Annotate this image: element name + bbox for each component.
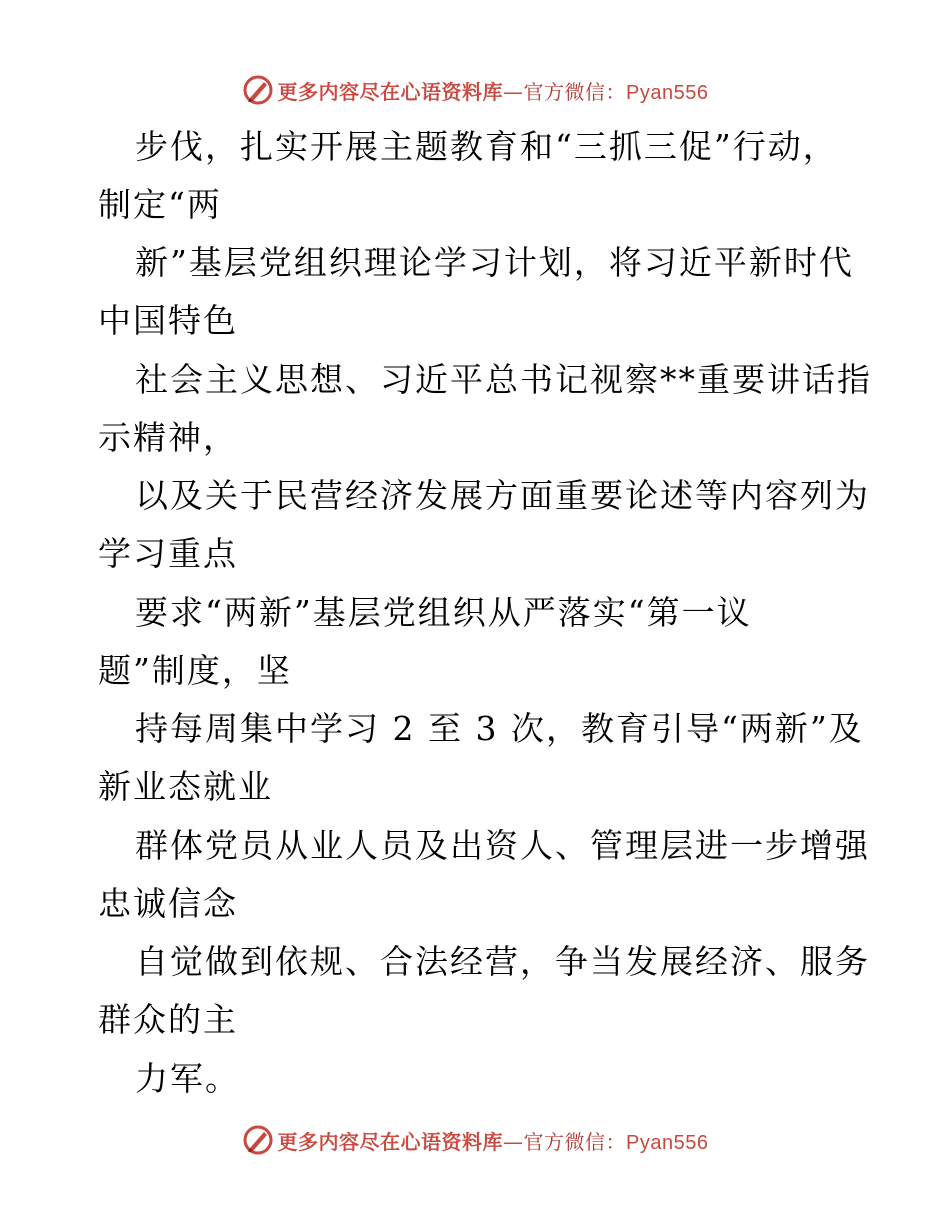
text-line-9: 要求“两新”基层党组织从严落实“第一议: [135, 593, 752, 632]
text-line-7: 以及关于民营经济发展方面重要论述等内容列为: [135, 476, 870, 515]
text-line-8: 学习重点: [98, 534, 238, 573]
pen-logo-icon: [242, 74, 274, 106]
text-line-4: 中国特色: [98, 301, 238, 340]
pen-logo-icon: [242, 1124, 274, 1156]
footer-banner: [0, 1122, 950, 1158]
text-line-11: 持每周集中学习 2 至 3 次，教育引导“两新”及: [135, 709, 864, 748]
banner-title: 更多内容尽在心语资料库: [277, 1129, 504, 1154]
banner-dash: —: [503, 79, 524, 104]
text-line-17: 力军。: [135, 1059, 240, 1098]
banner-dash: —: [503, 1129, 524, 1154]
text-line-5: 社会主义思想、习近平总书记视察**重要讲话指: [135, 360, 872, 399]
text-line-12: 新业态就业: [98, 767, 273, 806]
banner-wechat-id: Pyan556: [626, 81, 709, 104]
text-line-16: 群众的主: [98, 1000, 238, 1039]
text-line-1: 步伐，扎实开展主题教育和“三抓三促”行动，: [135, 127, 838, 166]
banner-wechat-label: 官方微信：: [523, 1129, 627, 1154]
text-line-3: 新”基层党组织理论学习计划，将习近平新时代: [135, 243, 854, 282]
text-line-14: 忠诚信念: [98, 884, 238, 923]
text-line-2: 制定“两: [98, 185, 222, 224]
text-line-15: 自觉做到依规、合法经营，争当发展经济、服务: [135, 942, 870, 981]
banner-wechat-id: Pyan556: [626, 1131, 709, 1154]
banner-title: 更多内容尽在心语资料库: [277, 79, 504, 104]
banner-wechat-label: 官方微信：: [523, 79, 627, 104]
text-line-10: 题”制度，坚: [98, 651, 292, 690]
header-banner: [0, 72, 950, 108]
text-line-13: 群体党员从业人员及出资人、管理层进一步增强: [135, 826, 870, 865]
text-line-6: 示精神，: [98, 418, 238, 457]
